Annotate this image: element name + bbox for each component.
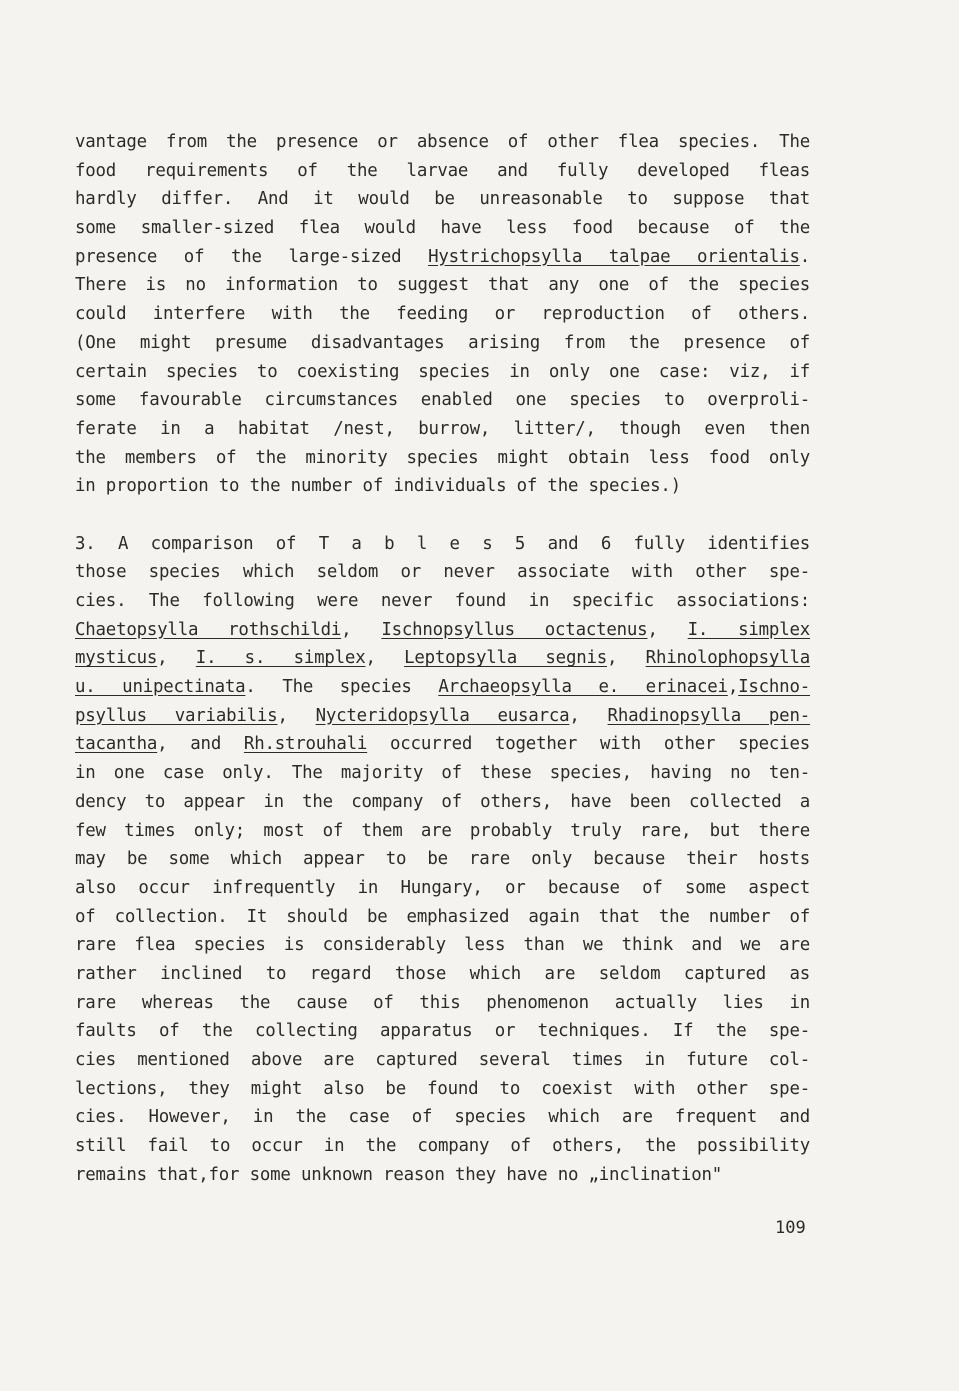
- text-line: [75, 759, 810, 788]
- text-run: the members of the minority species might obtain less food only: [75, 447, 810, 468]
- text-line: [75, 214, 810, 243]
- paragraph-1: [75, 128, 810, 501]
- text-run: remains that,for some unknown reason they have no „inclination": [75, 1164, 723, 1185]
- text-run: ferate in a habitat /nest, burrow, litter/, though even then: [75, 418, 810, 439]
- text-line: [75, 730, 810, 759]
- text-line: [75, 616, 810, 645]
- text-line: [75, 444, 810, 473]
- text-run: presence of the large-sized: [75, 246, 429, 267]
- paragraph-2: [75, 530, 810, 1190]
- text-line: [75, 1103, 810, 1132]
- text-line: [75, 817, 810, 846]
- text-line: [75, 587, 810, 616]
- text-line: [75, 989, 810, 1018]
- species-name: mysticus: [75, 648, 158, 669]
- species-name: Leptopsylla segnis: [404, 648, 608, 669]
- text-line: [75, 472, 810, 501]
- species-name: Rhadinopsylla pen-: [607, 705, 810, 726]
- text-run: ,: [277, 705, 316, 726]
- species-name: tacantha: [75, 734, 158, 755]
- species-name: I. s. simplex: [195, 648, 366, 669]
- page-number: 109: [775, 1218, 806, 1238]
- body-text: [75, 128, 810, 1189]
- text-line: [75, 874, 810, 903]
- text-line: [75, 1017, 810, 1046]
- text-run: ,: [569, 705, 608, 726]
- text-line: [75, 903, 810, 932]
- species-name: Rh.strouhali: [243, 734, 368, 755]
- species-name: psyllus variabilis: [75, 705, 278, 726]
- species-name: Ischnopsyllus octactenus: [381, 619, 648, 640]
- text-run: some smaller-sized flea would have less food because of the: [75, 218, 810, 239]
- text-run: hardly differ. And it would be unreasonable to suppose that: [75, 189, 810, 210]
- text-line: [75, 530, 810, 559]
- text-line: [75, 960, 810, 989]
- text-run: food requirements of the larvae and fully developed fleas: [75, 160, 810, 181]
- text-run: in proportion to the number of individuals of the species.): [75, 476, 681, 497]
- species-name: I. simplex: [687, 619, 811, 640]
- text-run: vantage from the presence or absence of other flea species. The: [75, 132, 810, 152]
- text-line: [75, 185, 810, 214]
- text-run: lections, they might also be found to coexist with other spe-: [75, 1078, 810, 1099]
- text-line: [75, 931, 810, 960]
- text-line: [75, 673, 810, 702]
- text-run: rare whereas the cause of this phenomenon actually lies in: [75, 992, 810, 1013]
- text-run: in one case only. The majority of these species, having no ten-: [75, 763, 810, 784]
- text-line: [75, 1046, 810, 1075]
- text-line: [75, 1132, 810, 1161]
- text-line: [75, 329, 810, 358]
- text-line: [75, 644, 810, 673]
- text-run: ,: [341, 619, 382, 640]
- text-run: There is no information to suggest that any one of the species: [75, 275, 810, 296]
- species-name: Chaetopsylla rothschildi: [75, 619, 342, 640]
- text-line: [75, 1075, 810, 1104]
- text-line: [75, 788, 810, 817]
- text-run: rather inclined to regard those which are seldom captured as: [75, 963, 810, 984]
- text-run: ,: [647, 619, 688, 640]
- text-line: [75, 157, 810, 186]
- text-run: ,: [727, 677, 739, 698]
- species-name: Hystrichopsylla talpae orientalis: [428, 246, 800, 267]
- text-run: cies. However, in the case of species which are frequent and: [75, 1107, 810, 1128]
- text-run: those species which seldom or never associate with other spe-: [75, 562, 810, 583]
- text-run: cies mentioned above are captured several times in future col-: [75, 1050, 810, 1070]
- text-run: some favourable circumstances enabled one species to overproli-: [75, 390, 810, 411]
- text-run: (One might presume disadvantages arising from the presence of: [75, 332, 810, 353]
- text-line: [75, 300, 810, 329]
- species-name: Ischno-: [738, 677, 810, 698]
- text-line: [75, 243, 810, 272]
- text-run: certain species to coexisting species in only one case: viz, if: [75, 361, 810, 382]
- text-run: could interfere with the feeding or reproduction of others.: [75, 304, 810, 325]
- text-run: also occur infrequently in Hungary, or because of some aspect: [75, 877, 810, 898]
- text-run: .: [799, 246, 811, 267]
- text-line: [75, 271, 810, 300]
- text-line: [75, 845, 810, 874]
- text-run: 3. A comparison of T a b l e s 5 and 6 fully identifies: [75, 533, 810, 554]
- text-run: . The species: [245, 677, 439, 698]
- text-line: [75, 1161, 810, 1190]
- text-run: ,: [607, 648, 646, 669]
- text-run: rare flea species is considerably less than we think and we are: [75, 935, 810, 956]
- species-name: u. unipectinata: [75, 677, 246, 698]
- text-run: faults of the collecting apparatus or techniques. If the spe-: [75, 1021, 810, 1042]
- text-run: ,: [365, 648, 405, 669]
- text-line: [75, 702, 810, 731]
- species-name: Rhinolophopsylla: [645, 648, 810, 669]
- text-run: may be some which appear to be rare only because their hosts: [75, 849, 810, 870]
- species-name: Nycteridopsylla eusarca: [315, 705, 570, 726]
- text-line: [75, 386, 810, 415]
- text-run: cies. The following were never found in specific associations:: [75, 591, 810, 611]
- text-run: dency to appear in the company of others, have been collected a: [75, 791, 810, 812]
- species-name: Archaeopsylla e. erinacei: [438, 677, 728, 698]
- text-run: of collection. It should be emphasized again that the number of: [75, 906, 810, 927]
- text-run: still fail to occur in the company of others, the possibility: [75, 1136, 810, 1157]
- text-line: [75, 128, 810, 157]
- paragraph-gap: [75, 501, 810, 530]
- text-line: [75, 358, 810, 387]
- text-run: ,: [157, 648, 196, 669]
- text-run: few times only; most of them are probably truly rare, but there: [75, 820, 810, 841]
- text-run: occurred together with other species: [367, 734, 810, 755]
- text-line: [75, 415, 810, 444]
- text-line: [75, 558, 810, 587]
- text-run: , and: [157, 734, 244, 755]
